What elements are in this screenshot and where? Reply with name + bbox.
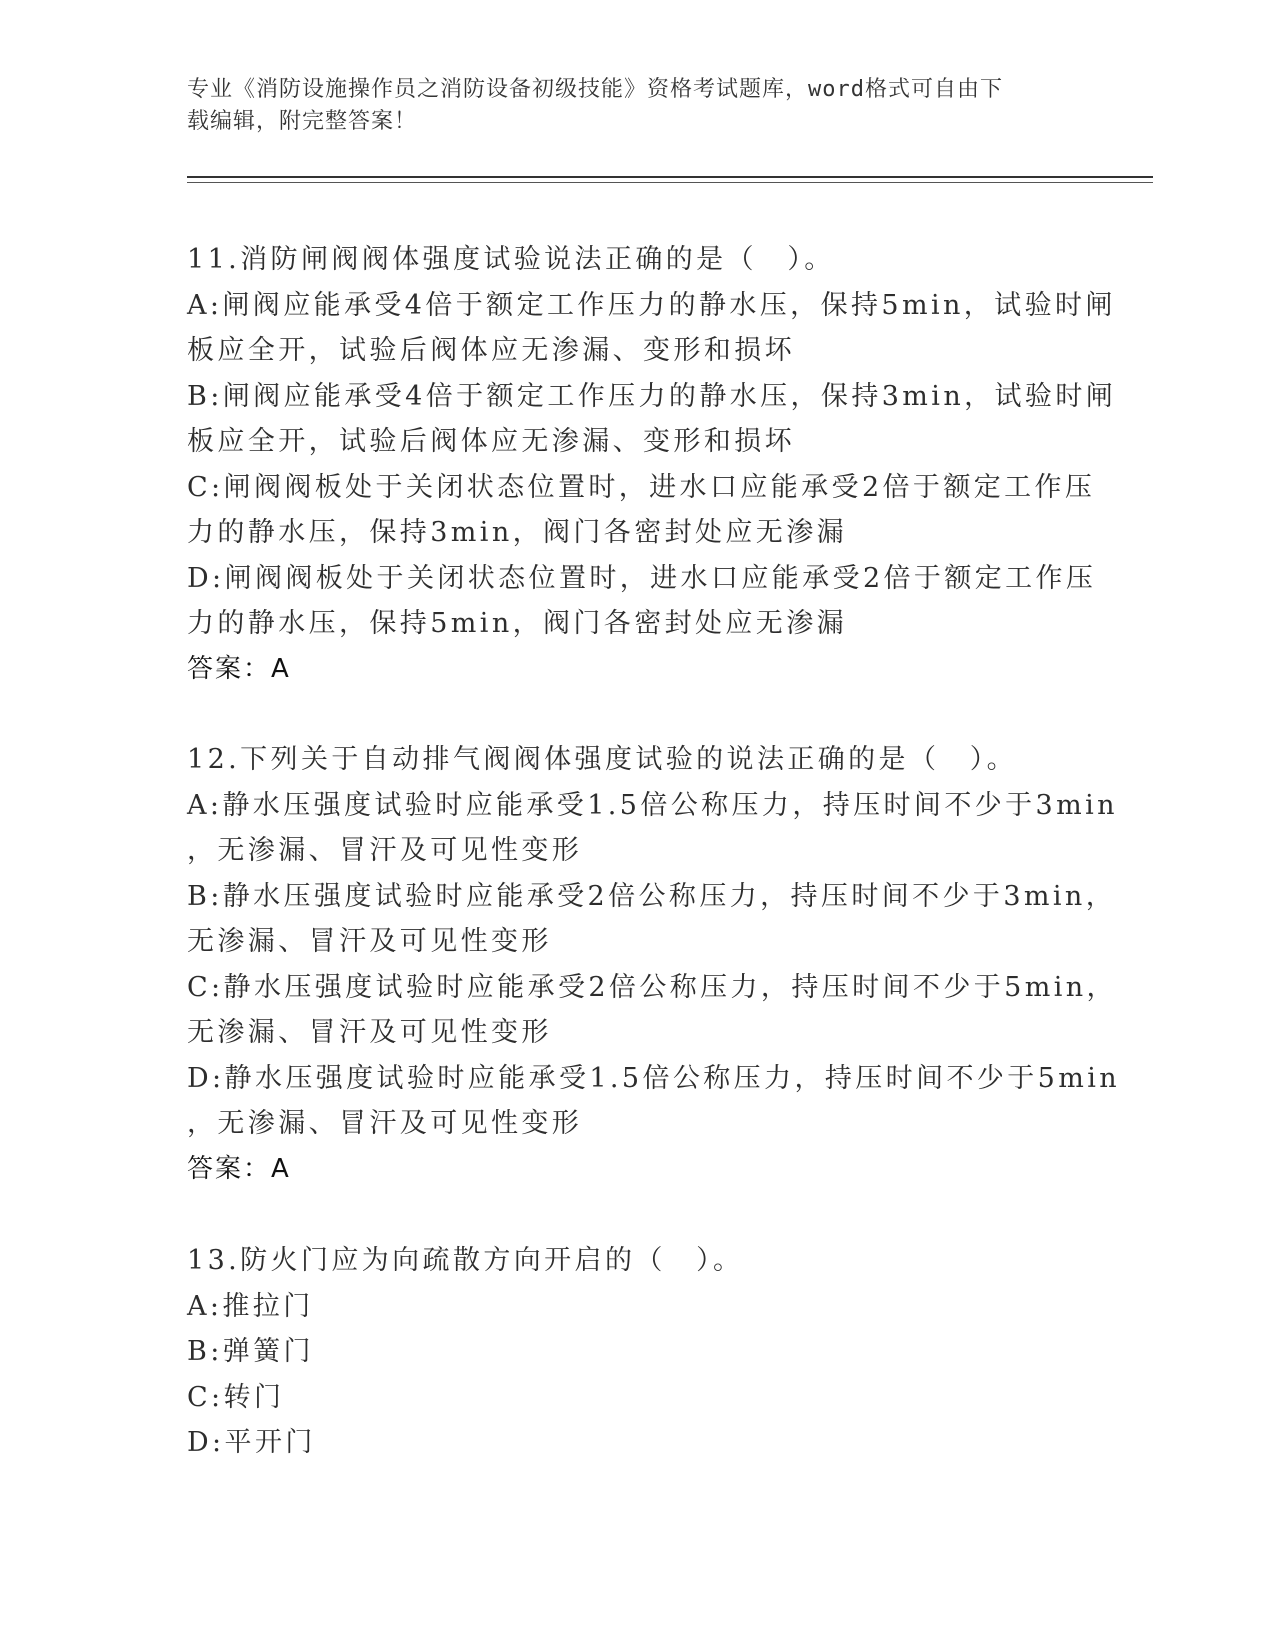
question-11: [187, 237, 1117, 692]
option-a-line-2: ，无渗漏、冒汗及可见性变形: [187, 835, 583, 866]
option-b: B:弹簧门: [187, 1336, 314, 1367]
question-stem: 11.消防闸阀阀体强度试验说法正确的是（ ）。: [187, 244, 835, 275]
header-line-1: 专业《消防设施操作员之消防设备初级技能》资格考试题库，word格式可自由下: [187, 77, 1003, 102]
option-b-line-1: B:静水压强度试验时应能承受2倍公称压力，持压时间不少于3min，: [187, 880, 1117, 912]
option-c-line-2: 力的静水压，保持3min，阀门各密封处应无渗漏: [187, 517, 848, 548]
answer: 答案：A: [187, 1153, 291, 1184]
answer: 答案：A: [187, 653, 291, 684]
option-a-line-1: A:静水压强度试验时应能承受1.5倍公称压力，持压时间不少于3min: [187, 789, 1118, 821]
header-line-2: 载编辑，附完整答案！: [187, 109, 418, 134]
header-divider-thin: [187, 182, 1153, 183]
question-stem: 13.防火门应为向疏散方向开启的（ ）。: [187, 1245, 744, 1276]
option-d-line-1: D:闸阀阀板处于关闭状态位置时，进水口应能承受2倍于额定工作压: [187, 562, 1097, 594]
option-d-line-1: D:静水压强度试验时应能承受1.5倍公称压力，持压时间不少于5min: [187, 1062, 1121, 1094]
option-c-line-1: C:闸阀阀板处于关闭状态位置时，进水口应能承受2倍于额定工作压: [187, 471, 1096, 503]
option-d: D:平开门: [187, 1427, 316, 1458]
question-13: [187, 1238, 1087, 1466]
option-b-line-2: 无渗漏、冒汗及可见性变形: [187, 926, 552, 957]
question-12: [187, 737, 1121, 1192]
option-d-line-2: ，无渗漏、冒汗及可见性变形: [187, 1108, 583, 1139]
header-divider-thick: [187, 176, 1153, 178]
option-c: C:转门: [187, 1381, 285, 1413]
question-stem: 12.下列关于自动排气阀阀体强度试验的说法正确的是（ ）。: [187, 744, 1018, 775]
option-a: A:推拉门: [187, 1290, 314, 1322]
option-d-line-2: 力的静水压，保持5min，阀门各密封处应无渗漏: [187, 608, 848, 639]
option-b-line-1: B:闸阀应能承受4倍于额定工作压力的静水压，保持3min，试验时闸: [187, 380, 1117, 412]
option-b-line-2: 板应全开，试验后阀体应无渗漏、变形和损坏: [187, 426, 795, 457]
option-c-line-1: C:静水压强度试验时应能承受2倍公称压力，持压时间不少于5min，: [187, 971, 1117, 1003]
option-c-line-2: 无渗漏、冒汗及可见性变形: [187, 1017, 552, 1048]
option-a-line-1: A:闸阀应能承受4倍于额定工作压力的静水压，保持5min，试验时闸: [187, 289, 1116, 321]
document-header: [187, 74, 1067, 138]
option-a-line-2: 板应全开，试验后阀体应无渗漏、变形和损坏: [187, 335, 795, 366]
